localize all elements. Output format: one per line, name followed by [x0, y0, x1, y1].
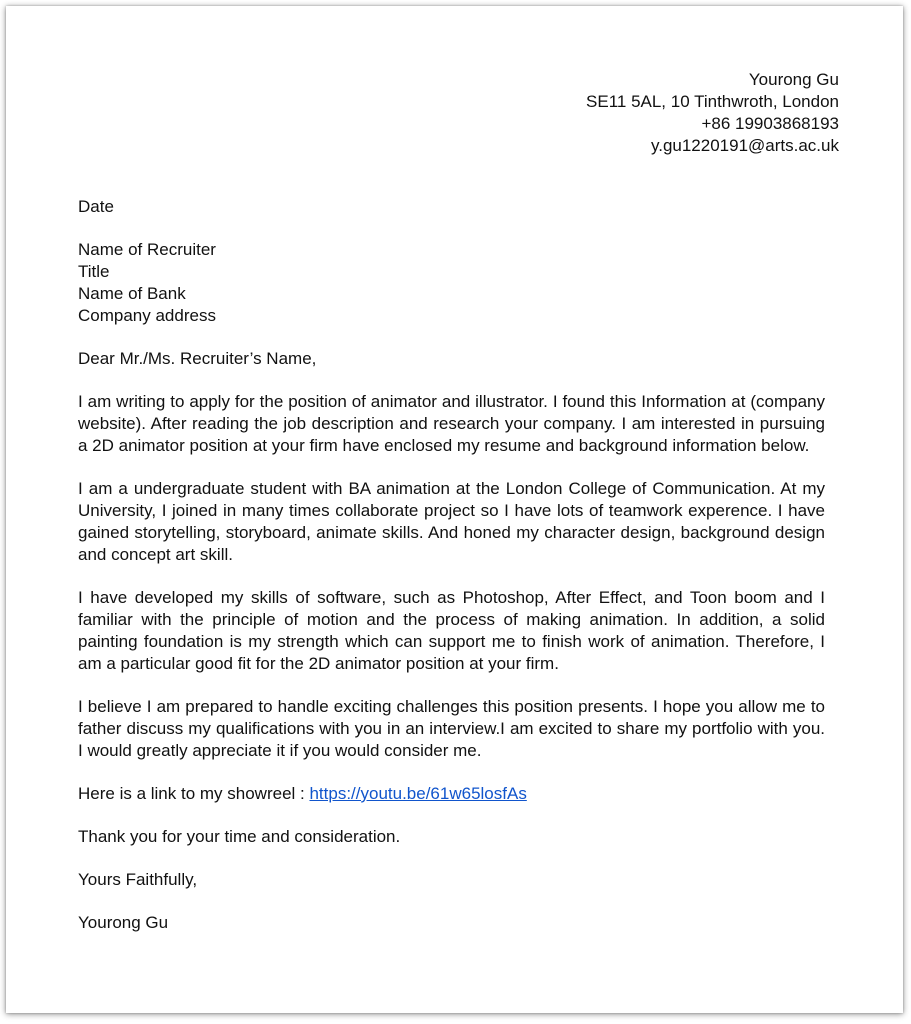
recipient-block [78, 239, 825, 327]
sender-phone: +86 19903868193 [701, 114, 839, 133]
salutation: Dear Mr./Ms. Recruiter’s Name, [78, 349, 317, 368]
sender-block [586, 69, 839, 157]
showreel-link[interactable]: https://youtu.be/61w65losfAs [309, 784, 527, 803]
showreel-line [78, 783, 825, 805]
letter-page [6, 6, 903, 1013]
closing-line: Yours Faithfully, [78, 870, 198, 889]
sender-name: Yourong Gu [748, 70, 839, 89]
paragraph-intro: I am writing to apply for the position of animator and illustrator. I found this Information at (company website). After reading the job description and research your company. I am interested in pursuing a 2D animator position at your firm have enclosed my resume and background information below. [78, 392, 825, 455]
sender-address: SE11 5AL, 10 Tinthwroth, London [586, 92, 839, 111]
paragraph-education: I am a undergraduate student with BA animation at the London College of Communication. At my University, I joined in many times collaborate project so I have lots of teamwork experence. I have gained storytelling, storyboard, animate skills. And honed my character design, background design and concept art skill. [78, 479, 825, 564]
paragraph-closing-remarks: I believe I am prepared to handle exciting challenges this position presents. I hope you allow me to father discuss my qualifications with you in an interview.I am excited to share my portfolio with you. I would greatly appreciate it if you would consider me. [78, 697, 825, 760]
showreel-text: Here is a link to my showreel : [78, 784, 310, 803]
letter-body [78, 196, 825, 955]
recipient-bank: Name of Bank [78, 284, 186, 303]
signature-line: Yourong Gu [78, 913, 169, 932]
recipient-name: Name of Recruiter [78, 240, 216, 259]
thanks-line: Thank you for your time and consideration. [78, 827, 401, 846]
date-line: Date [78, 197, 114, 216]
paragraph-skills: I have developed my skills of software, such as Photoshop, After Effect, and Toon boom and I familiar with the principle of motion and the process of making animation. In addition, a solid painting foundation is my strength which can support me to finish work of animation. Therefore, I am a particular good fit for the 2D animator position at your firm. [78, 588, 825, 673]
sender-email: y.gu1220191@arts.ac.uk [650, 136, 839, 155]
recipient-address: Company address [78, 306, 216, 325]
recipient-title: Title [78, 262, 110, 281]
